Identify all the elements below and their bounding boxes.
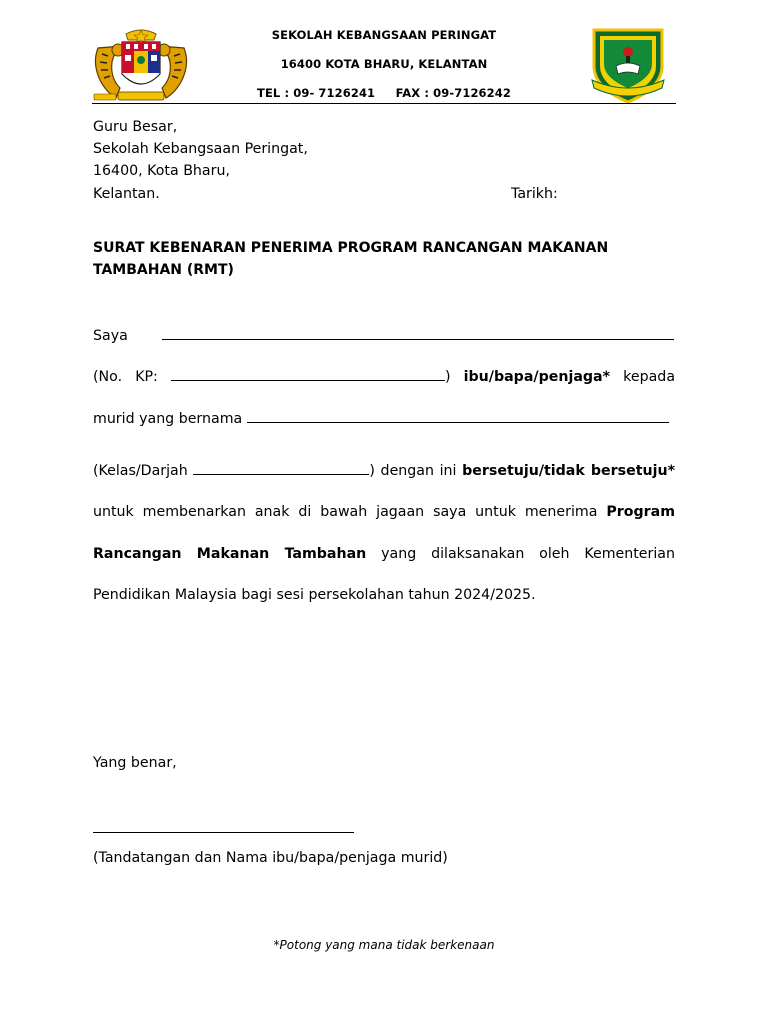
- malaysia-coat-of-arms-icon: [88, 28, 194, 106]
- ic-number-blank[interactable]: [171, 367, 445, 381]
- school-crest-icon: [586, 22, 670, 106]
- murid-label: murid yang bernama: [93, 411, 243, 427]
- school-name: SEKOLAH KEBANGSAAN PERINGAT: [271, 28, 497, 42]
- signature-line[interactable]: [93, 832, 354, 833]
- recipient-line-1: Guru Besar,: [93, 119, 178, 135]
- name-blank[interactable]: [162, 326, 674, 340]
- footnote: *Potong yang mana tidak berkenaan: [273, 938, 495, 952]
- recipient-line-2: Sekolah Kebangsaan Peringat,: [93, 141, 308, 157]
- saya-label: Saya: [93, 328, 128, 344]
- form-line-para-3: Pendidikan Malaysia bagi sesi persekolahan tahun 2024/2025.: [93, 587, 536, 603]
- program-name: Rancangan Makanan Tambahan: [93, 546, 367, 562]
- school-contact: TEL : 09- 7126241 FAX : 09-7126242: [257, 86, 511, 100]
- header-divider: [92, 103, 676, 104]
- guardian-label: ibu/bapa/penjaga*: [463, 369, 611, 385]
- dengan-label: ) dengan ini: [369, 463, 457, 479]
- close-paren: ): [444, 369, 451, 385]
- recipient-line-4: Kelantan.: [93, 186, 160, 202]
- kelas-label: (Kelas/Darjah: [93, 463, 188, 479]
- yang-benar: Yang benar,: [93, 755, 177, 771]
- form-line-para-2: [93, 543, 675, 565]
- form-line-murid: [93, 408, 675, 430]
- form-line-kelas: [93, 460, 675, 482]
- recipient-line-3: 16400, Kota Bharu,: [93, 163, 230, 179]
- form-line-no-kp: [93, 366, 675, 388]
- form-line-saya: [93, 325, 675, 347]
- kepada-label: kepada: [623, 369, 676, 385]
- school-address: 16400 KOTA BHARU, KELANTAN: [280, 57, 488, 71]
- signature-caption: (Tandatangan dan Nama ibu/bapa/penjaga murid): [93, 850, 448, 866]
- letter-title: SURAT KEBENARAN PENERIMA PROGRAM RANCANGAN MAKANAN TAMBAHAN (RMT): [93, 240, 609, 278]
- para-2-text: yang dilaksanakan oleh Kementerian: [381, 546, 675, 562]
- class-blank[interactable]: [193, 461, 369, 475]
- student-name-blank[interactable]: [247, 409, 669, 423]
- form-line-para-1: [93, 501, 675, 523]
- program-word: Program: [606, 504, 675, 520]
- para-1-text: untuk membenarkan anak di bawah jagaan saya untuk menerima: [93, 504, 598, 520]
- date-label: Tarikh:: [511, 186, 558, 202]
- consent-options: bersetuju/tidak bersetuju*: [462, 463, 675, 479]
- no-kp-label: (No. KP:: [93, 369, 158, 385]
